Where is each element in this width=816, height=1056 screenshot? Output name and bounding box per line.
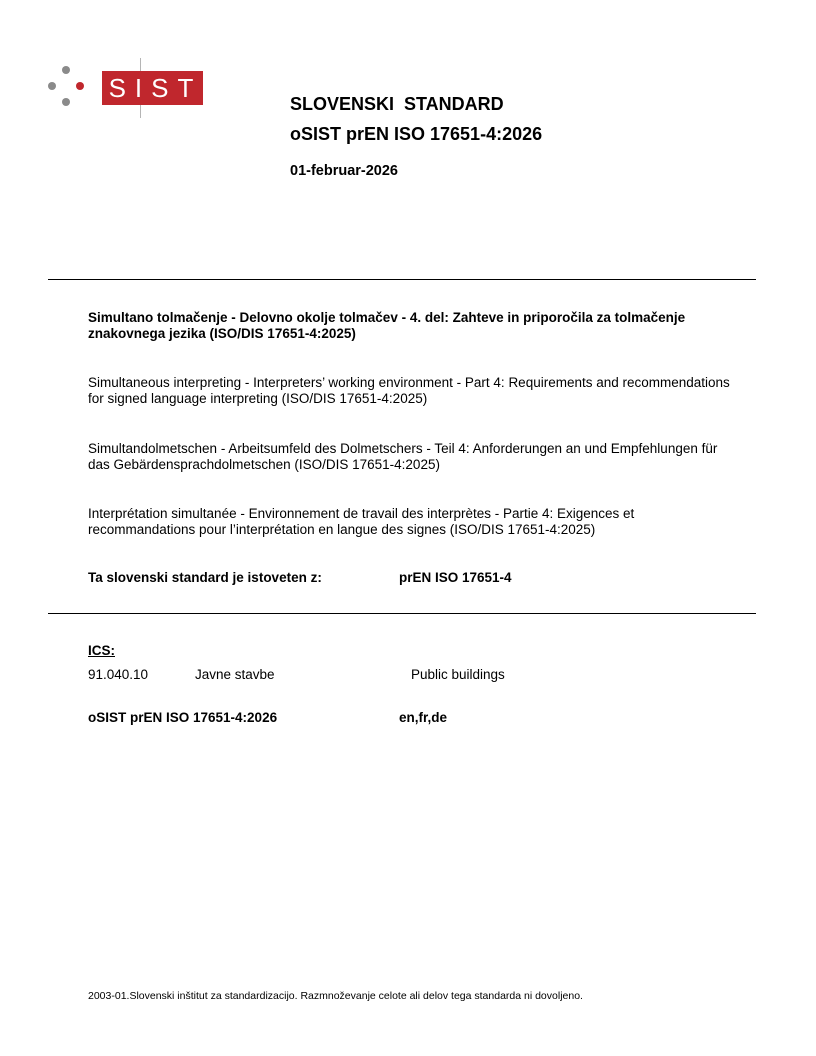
sist-logo	[102, 71, 203, 105]
divider-bottom	[48, 613, 756, 614]
title-slovenian: Simultano tolmačenje - Delovno okolje tolmačev - 4. del: Zahteve in priporočila za tolmačenje znakovnega jezika (ISO/DIS 17651-4:2025)	[88, 310, 686, 341]
identical-label: Ta slovenski standard je istoveten z:	[88, 570, 322, 585]
standard-number-heading: oSIST prEN ISO 17651-4:2026	[290, 124, 543, 144]
ics-name-english: Public buildings	[411, 667, 505, 682]
document-id: oSIST prEN ISO 17651-4:2026	[88, 710, 278, 725]
copyright-footer: 2003-01.Slovenski inštitut za standardizacijo. Razmnoževanje celote ali delov tega standarda ni dovoljeno.	[88, 990, 583, 1002]
title-german: Simultandolmetschen - Arbeitsumfeld des Dolmetschers - Teil 4: Anforderungen an und Empfehlungen für das Gebärdensprachdolmetschen (ISO/DIS 17651-4:2025)	[88, 441, 718, 472]
title-english: Simultaneous interpreting - Interpreters’ working environment - Part 4: Requirements and recommendations for signed language interpreting (ISO/DIS 17651-4:2025)	[88, 375, 730, 406]
title-french: Interprétation simultanée - Environnement de travail des interprètes - Partie 4: Exigences et recommandations pour l’interprétation en langue des signes (ISO/DIS 17651-4:2025)	[88, 506, 635, 537]
logo-text: SIST	[108, 72, 203, 103]
document-languages: en,fr,de	[399, 710, 448, 725]
standard-type-heading: SLOVENSKI STANDARD	[290, 94, 504, 114]
logo-dots-icon	[46, 66, 86, 110]
ics-label: ICS:	[88, 643, 115, 658]
divider-top	[48, 279, 756, 280]
identical-value: prEN ISO 17651-4	[399, 570, 512, 585]
publication-date: 01-februar-2026	[290, 163, 398, 179]
ics-code: 91.040.10	[88, 667, 149, 682]
ics-name-slovenian: Javne stavbe	[195, 667, 275, 682]
